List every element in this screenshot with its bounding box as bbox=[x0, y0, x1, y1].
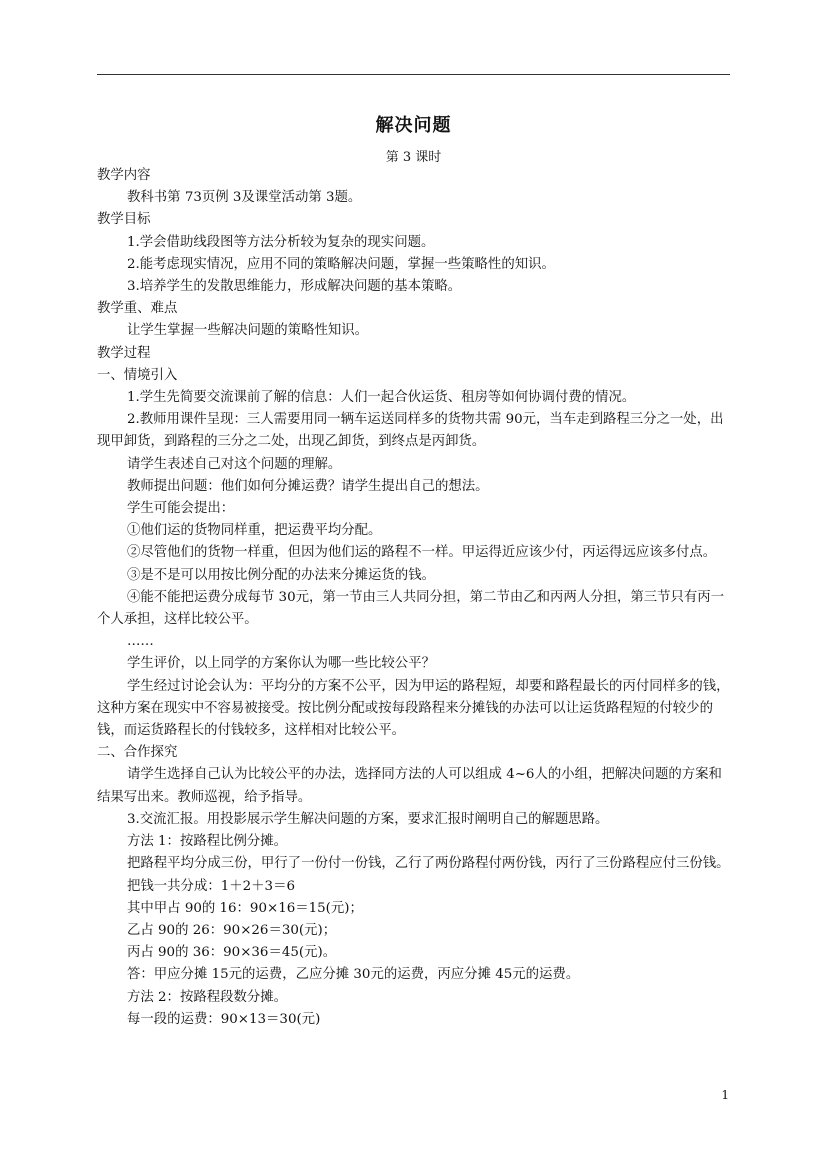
equation: 其中甲占 90的 16：90×16＝15(元)； bbox=[127, 900, 363, 916]
lesson-number: 第 3 课时 bbox=[385, 150, 442, 165]
paragraph: 让学生掌握一些解决问题的策略性知识。 bbox=[127, 323, 369, 339]
paragraph: 教科书第 73页例 3及课堂活动第 3题。 bbox=[127, 190, 362, 206]
section-heading: 教学过程 bbox=[97, 345, 151, 361]
equation: 把钱一共分成：1＋2＋3＝6 bbox=[127, 878, 295, 894]
section-heading: 教学内容 bbox=[97, 168, 151, 183]
section-heading: 教学目标 bbox=[97, 212, 151, 228]
equation: 乙占 90的 26：90×26＝30(元)； bbox=[127, 922, 337, 938]
paragraph: 方法 2：按路程段数分摊。 bbox=[127, 989, 288, 1005]
equation: 丙占 90的 36：90×36＝45(元)。 bbox=[127, 945, 337, 961]
list-item: ③是不是可以用按比例分配的办法来分摊运货的钱。 bbox=[127, 567, 435, 583]
paragraph: 答：甲应分摊 15元的运费，乙应分摊 30元的运费，丙应分摊 45元的运费。 bbox=[127, 967, 580, 983]
paragraph: 方法 1：按路程比例分摊。 bbox=[127, 834, 288, 850]
paragraph: 1.学会借助线段图等方法分析较为复杂的现实问题。 bbox=[127, 234, 435, 250]
paragraph: 3.培养学生的发散思维能力，形成解决问题的基本策略。 bbox=[127, 279, 462, 295]
paragraph: 2.能考虑现实情况，应用不同的策略解决问题，掌握一些策略性的知识。 bbox=[127, 256, 555, 272]
list-item: ①他们运的货物同样重，把运费平均分配。 bbox=[127, 523, 382, 539]
list-item: ④能不能把运费分成每节 30元，第一节由三人共同分担，第二节由乙和丙两人分担，第三节只有丙一个人承担，这样比较公平。 bbox=[97, 589, 725, 628]
section-heading: 教学重、难点 bbox=[97, 301, 178, 317]
document-body bbox=[97, 165, 733, 1031]
page-number: 1 bbox=[721, 1088, 729, 1102]
paragraph: 学生可能会提出： bbox=[127, 501, 235, 517]
document-title: 解决问题 bbox=[375, 115, 452, 136]
paragraph: 2.教师用课件呈现：三人需要用同一辆车运送同样多的货物共需 90元，当车走到路程三分之一处，出现甲卸货，到路程的三分之二处，出现乙卸货，到终点是丙卸货。 bbox=[97, 412, 724, 450]
subsection-heading: 二、合作探究 bbox=[97, 745, 178, 761]
paragraph: 请学生表述自己对这个问题的理解。 bbox=[127, 456, 342, 472]
paragraph: 教师提出问题：他们如何分摊运费？请学生提出自己的想法。 bbox=[127, 478, 489, 494]
ellipsis: …… bbox=[127, 634, 154, 650]
subsection-heading: 一、情境引入 bbox=[97, 367, 178, 383]
paragraph: 把路程平均分成三份，甲行了一份付一份钱，乙行了两份路程付两份钱，丙行了三份路程应付三份钱。 bbox=[127, 856, 730, 872]
paragraph: 3.交流汇报。用投影展示学生解决问题的方案，要求汇报时阐明自己的解题思路。 bbox=[127, 811, 609, 827]
paragraph: 学生经过讨论会认为：平均分的方案不公平，因为甲运的路程短，却要和路程最长的丙付同样多的钱，这种方案在现实中不容易被接受。按比例分配或按每段路程来分摊钱的办法可以让运货路程短的付较少的钱，而运货路程长的付钱较多，这样相对比较公平。 bbox=[97, 678, 730, 739]
equation: 每一段的运费：90×13＝30(元) bbox=[127, 1011, 321, 1027]
paragraph: 请学生选择自己认为比较公平的办法，选择同方法的人可以组成 4~6人的小组，把解决问题的方案和结果写出来。教师巡视，给予指导。 bbox=[97, 767, 722, 805]
paragraph: 学生评价，以上同学的方案你认为哪一些比较公平？ bbox=[127, 656, 435, 672]
paragraph: 1.学生先简要交流课前了解的信息：人们一起合伙运货、租房等如何协调付费的情况。 bbox=[127, 390, 636, 406]
list-item: ②尽管他们的货物一样重，但因为他们运的路程不一样。甲运得近应该少付，丙运得远应该多付点。 bbox=[127, 545, 717, 561]
header-rule bbox=[97, 74, 730, 75]
